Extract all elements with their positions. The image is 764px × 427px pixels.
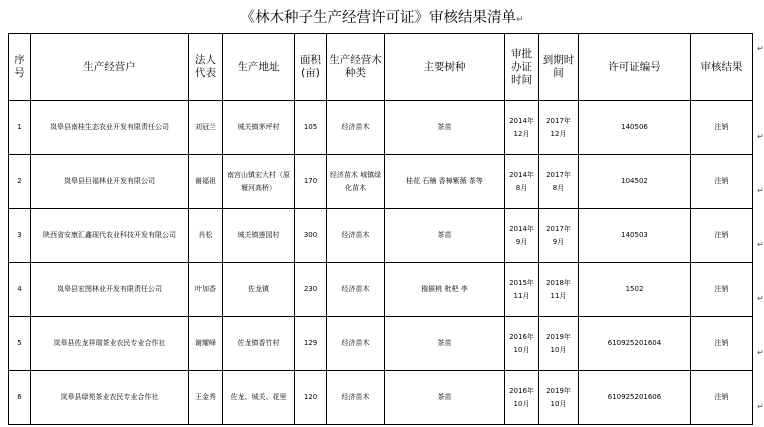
permit-number-cell: 1502 <box>579 263 691 317</box>
review-result-cell: 注销 <box>691 263 753 317</box>
header-cell: 主要树种 <box>385 34 505 101</box>
table-row <box>9 209 753 263</box>
table-header-row <box>9 34 753 101</box>
expiry-date-cell-line: 11月 <box>550 291 567 300</box>
area-cell: 300 <box>295 209 327 263</box>
row-end-mark-icon: ↵ <box>757 294 764 303</box>
header-cell: 面积(亩) <box>295 34 327 101</box>
species-cell: 茶苗 <box>385 371 505 425</box>
tree-type-cell: 经济苗木 <box>327 371 385 425</box>
expiry-date-cell-line: 2017年 <box>546 224 571 233</box>
table-row <box>9 155 753 209</box>
legal-rep-cell: 叶加香 <box>189 263 223 317</box>
approval-date-cell-line: 2016年 <box>509 332 534 341</box>
approval-date-cell-line: 2015年 <box>509 278 534 287</box>
review-result-cell: 注销 <box>691 317 753 371</box>
header-cell: 序号 <box>9 34 31 101</box>
expiry-date-cell-line: 2017年 <box>546 170 571 179</box>
tree-type-cell: 经济苗木 <box>327 317 385 371</box>
approval-date-cell-line: 2016年 <box>509 386 534 395</box>
table-row <box>9 371 753 425</box>
table-row <box>9 263 753 317</box>
expiry-date-cell-line: 9月 <box>552 237 565 246</box>
area-cell: 170 <box>295 155 327 209</box>
permit-number-cell: 104502 <box>579 155 691 209</box>
permit-number-cell: 140503 <box>579 209 691 263</box>
expiry-date-cell-line: 2018年 <box>546 278 571 287</box>
approval-date-cell-line: 2014年 <box>509 224 534 233</box>
expiry-date-cell-line: 12月 <box>550 129 567 138</box>
row-number-cell: 3 <box>9 209 31 263</box>
header-cell: 法人代表 <box>189 34 223 101</box>
review-result-cell: 注销 <box>691 371 753 425</box>
producer-name-cell: 岚皋县佐龙祥瑞茶业农民专业合作社 <box>31 317 189 371</box>
row-end-mark-icon: ↵ <box>757 348 764 357</box>
document-title-text: 《林木种子生产经营许可证》审核结果清单 <box>240 10 516 26</box>
header-cell: 审批办证时间 <box>505 34 539 101</box>
permit-number-cell: 140506 <box>579 101 691 155</box>
expiry-date-cell-line: 10月 <box>550 345 567 354</box>
expiry-date-cell <box>539 371 579 425</box>
species-cell: 茶苗 <box>385 317 505 371</box>
row-number-cell: 6 <box>9 371 31 425</box>
expiry-date-cell <box>539 263 579 317</box>
approval-date-cell-line: 11月 <box>513 291 530 300</box>
expiry-date-cell <box>539 155 579 209</box>
review-result-table <box>8 33 753 425</box>
approval-date-cell-line: 10月 <box>513 345 530 354</box>
permit-number-cell: 610925201604 <box>579 317 691 371</box>
review-result-cell: 注销 <box>691 101 753 155</box>
approval-date-cell-line: 10月 <box>513 399 530 408</box>
tree-type-cell: 经济苗木 <box>327 209 385 263</box>
area-cell: 230 <box>295 263 327 317</box>
tree-type-cell: 经济苗木 <box>327 101 385 155</box>
review-result-cell: 注销 <box>691 155 753 209</box>
permit-number-cell: 610925201606 <box>579 371 691 425</box>
legal-rep-cell: 王金秀 <box>189 371 223 425</box>
document-title <box>0 8 764 30</box>
species-cell: 茶苗 <box>385 101 505 155</box>
address-cell: 佐龙镇 <box>223 263 295 317</box>
row-end-mark-icon: ↵ <box>757 240 764 249</box>
approval-date-cell <box>505 101 539 155</box>
approval-date-cell-line: 2014年 <box>509 116 534 125</box>
approval-date-cell <box>505 263 539 317</box>
header-cell: 生产经营木种类 <box>327 34 385 101</box>
address-cell: 城关镇莲园村 <box>223 209 295 263</box>
address-cell: 城关镇茅坪村 <box>223 101 295 155</box>
area-cell: 120 <box>295 371 327 425</box>
approval-date-cell-line: 8月 <box>515 183 528 192</box>
row-number-cell: 1 <box>9 101 31 155</box>
expiry-date-cell-line: 2019年 <box>546 332 571 341</box>
row-end-mark-icon: ↵ <box>757 44 764 53</box>
address-cell: 佐龙、城关、花里 <box>223 371 295 425</box>
producer-name-cell: 岚皋县宏图林业开发有限责任公司 <box>31 263 189 317</box>
row-end-mark-icon: ↵ <box>757 132 764 141</box>
producer-name-cell: 岚皋县巨福林业开发有限公司 <box>31 155 189 209</box>
area-cell: 129 <box>295 317 327 371</box>
legal-rep-cell: 刘冠兰 <box>189 101 223 155</box>
producer-name-cell: 陕西省安康汇鑫现代农业科技开发有限公司 <box>31 209 189 263</box>
approval-date-cell <box>505 371 539 425</box>
tree-type-cell: 经济苗木 城镇绿化苗木 <box>327 155 385 209</box>
header-cell: 审核结果 <box>691 34 753 101</box>
expiry-date-cell <box>539 317 579 371</box>
tree-type-cell: 经济苗木 <box>327 263 385 317</box>
legal-rep-cell: 谢耀峰 <box>189 317 223 371</box>
header-cell: 许可证编号 <box>579 34 691 101</box>
address-cell: 佐龙镇香竹村 <box>223 317 295 371</box>
approval-date-cell <box>505 317 539 371</box>
expiry-date-cell-line: 10月 <box>550 399 567 408</box>
legal-rep-cell: 肖松 <box>189 209 223 263</box>
approval-date-cell <box>505 209 539 263</box>
table-row <box>9 101 753 155</box>
header-cell: 到期时间 <box>539 34 579 101</box>
legal-rep-cell: 谢福祖 <box>189 155 223 209</box>
approval-date-cell-line: 12月 <box>513 129 530 138</box>
table-row <box>9 317 753 371</box>
row-number-cell: 2 <box>9 155 31 209</box>
expiry-date-cell-line: 2017年 <box>546 116 571 125</box>
review-result-cell: 注销 <box>691 209 753 263</box>
producer-name-cell: 岚皋县南桂生态农业开发有限责任公司 <box>31 101 189 155</box>
approval-date-cell-line: 9月 <box>515 237 528 246</box>
species-cell: 茶苗 <box>385 209 505 263</box>
paragraph-mark-icon: ↵ <box>515 15 524 25</box>
approval-date-cell <box>505 155 539 209</box>
area-cell: 105 <box>295 101 327 155</box>
expiry-date-cell-line: 2019年 <box>546 386 571 395</box>
expiry-date-cell-line: 8月 <box>552 183 565 192</box>
row-number-cell: 4 <box>9 263 31 317</box>
approval-date-cell-line: 2014年 <box>509 170 534 179</box>
row-number-cell: 5 <box>9 317 31 371</box>
address-cell: 南宫山镇宏大村（原堰河高桥） <box>223 155 295 209</box>
expiry-date-cell <box>539 209 579 263</box>
header-cell: 生产地址 <box>223 34 295 101</box>
table-body <box>9 101 753 425</box>
row-end-mark-icon: ↵ <box>757 186 764 195</box>
species-cell: 桂花 石楠 香樟紫薇 茶等 <box>385 155 505 209</box>
row-end-mark-icon: ↵ <box>757 402 764 411</box>
expiry-date-cell <box>539 101 579 155</box>
producer-name-cell: 岚皋县绿苑茶业农民专业合作社 <box>31 371 189 425</box>
species-cell: 猕猴桃 枇杷 李 <box>385 263 505 317</box>
header-cell: 生产经营户 <box>31 34 189 101</box>
